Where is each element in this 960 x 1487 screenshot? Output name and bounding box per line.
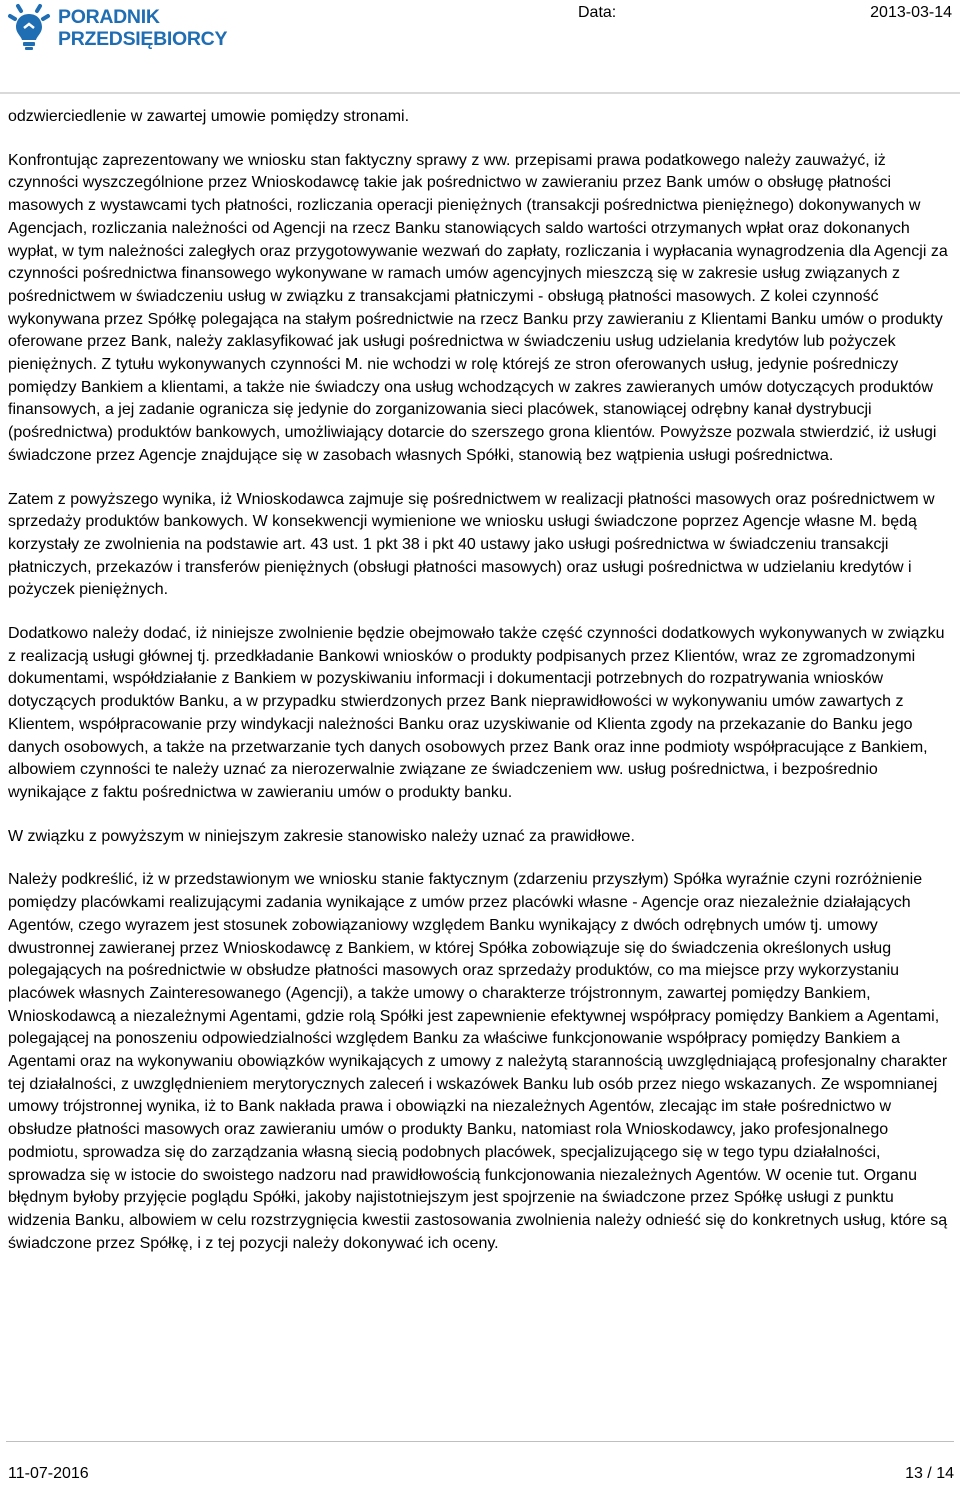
document-body bbox=[8, 106, 953, 1276]
logo-text bbox=[58, 6, 227, 50]
page-number: 13 / 14 bbox=[905, 1465, 954, 1482]
paragraph: Należy podkreślić, iż w przedstawionym we wniosku stanie faktycznym (zdarzeniu przyszłym) Spółka wyraźnie czyni rozróżnienie pomiędzy placówkami realizującymi zadania wynikające z umów przez placówki własne - Agencje oraz niezależnie działających Agentów, czego wyrazem jest stosunek zobowiązaniowy względem Banku wynikający z dwóch odrębnych umów tj. umowy dwustronnej zawieranej przez Wnioskodawcę z Bankiem, w której Spółka zobowiązuje się do świadczenia określonych usług polegających na pośrednictwie w obsłudze płatności masowych oraz sprzedaży produktów, co ma miejsce przy wykorzystaniu placówek własnych Zainteresowanego (Agencji), a także umowy o charakterze trójstronnym, zawartej pomiędzy Bankiem, Wnioskodawcą a niezależnymi Agentami, gdzie rolą Spółki jest zapewnienie efektywnej współpracy pomiędzy Bankiem a Agentami, polegającej na ponoszeniu odpowiedzialności względem Banku za właściwe funkcjonowanie współpracy pomiędzy Bankiem a Agentami oraz na wykonywaniu obowiązków wynikających z umowy z należytą starannością uwzględniającą profesjonalny charakter tej działalności, z uwzględnieniem merytorycznych zaleceń i wskazówek Banku lub osób przez niego wskazanych. Ze wspomnianej umowy trójstronnej wynika, iż to Bank nakłada prawa i obowiązki na niezależnych Agentów, zlecając im stałe pośrednictwo w obsłudze płatności masowych oraz zawieraniu umów o produkty Banku, natomiast rola Wnioskodawcy, jako profesjonalnego podmiotu, sprowadza się do zarządzania własną siecią podobnych placówek, specjalizującego się w tego typu działalności, sprowadza się w istocie do swoistego nadzoru nad prawidłowością funkcjonowania niezależnych Agentów. W ocenie tut. Organu błędnym byłoby przyjęcie poglądu Spółki, jakoby najistotniejszym jest spojrzenie na świadczone przez Spółkę usługi z punktu widzenia Banku, albowiem w celu rozstrzygnięcia kwestii zastosowania zwolnienia należy odnieść się do konkretnych usług, które są świadczone przez Spółkę, i z tej pozycji należy dokonywać ich oceny. bbox=[8, 871, 948, 1252]
logo-line-2: PRZEDSIĘBIORCY bbox=[58, 28, 228, 50]
footer-divider bbox=[6, 1441, 954, 1442]
paragraph: W związku z powyższym w niniejszym zakresie stanowisko należy uznać za prawidłowe. bbox=[8, 827, 635, 845]
date-label: Data: bbox=[578, 4, 617, 21]
paragraph: Zatem z powyższego wynika, iż Wnioskodawca zajmuje się pośrednictwem w realizacji płatności masowych oraz pośrednictwem w sprzedaży produktów bankowych. W konsekwencji wymienione we wniosku usługi świadczone poprzez Agencje własne M. będą korzystały ze zwolnienia na podstawie art. 43 ust. 1 pkt 38 i pkt 40 ustawy jako usługi pośrednictwa w świadczeniu transakcji płatniczych, przekazów i transferów pieniężnych (obsługi płatności masowych) oraz usługi pośrednictwa w udzielaniu kredytów i pożyczek pieniężnych. bbox=[8, 490, 935, 599]
date-value: 2013-03-14 bbox=[870, 4, 952, 21]
paragraph: odzwierciedlenie w zawartej umowie pomiędzy stronami. bbox=[8, 108, 410, 125]
footer-date: 11-07-2016 bbox=[8, 1465, 89, 1482]
page-header bbox=[0, 0, 960, 94]
lightbulb-icon bbox=[6, 2, 52, 52]
paragraph: Dodatkowo należy dodać, iż niniejsze zwolnienie będzie obejmowało także część czynności dodatkowych wykonywanych w związku z realizacją usługi głównej tj. przedkładanie Bankowi wniosków o produkty podpisanych przez Klientów, wraz ze zgromadzonymi dokumentami, współdziałanie z Bankiem w pozyskiwaniu informacji i dokumentacji potrzebnych do rozpatrywania wniosków dotyczących produktów Banku, a w przypadku stwierdzonych przez Bank nieprawidłowości w wykonywaniu umów zawartych z Klientem, współpracowanie przy windykacji należności Banku oraz uzyskiwanie od Klienta zgody na przekazanie do Banku jego danych osobowych, a także na przetwarzanie tych danych osobowych przez Bank oraz inne podmioty współpracujące z Bankiem, albowiem czynności te należy uznać za nierozerwalnie związane ze świadczeniem ww. usług pośrednictwa, i bezpośrednio wynikające z faktu pośrednictwa w zawieraniu umów o produkty banku. bbox=[8, 625, 945, 801]
paragraph: Konfrontując zaprezentowany we wniosku stan faktyczny sprawy z ww. przepisami prawa podatkowego należy zauważyć, iż czynności wyszczególnione przez Wnioskodawcę takie jak pośrednictwo w zawieraniu przez Bank umów o obsługę płatności masowych z wystawcami tych płatności, rozliczania operacji pieniężnych (transakcji pośrednictwa pieniężnego) dokonywanych w Agencjach, rozliczania należności od Agencji na rzecz Banku stanowiących saldo wartości otrzymanych wpłat oraz dokonanych wypłat, w tym należności zaległych oraz przygotowywanie wezwań do zapłaty, rozliczania i wypłacania wynagrodzenia dla Agencji za czynności pośrednictwa finansowego wykonywane w ramach umów agencyjnych mieszczą się w zakresie usług związanych z pośrednictwem w świadczeniu usług w związku z transakcjami płatniczymi - obsługą płatności masowych. Z kolei czynność wykonywana przez Spółkę polegająca na stałym pośrednictwie na rzecz Banku przy zawieraniu z Klientami Banku umów o produkty oferowane przez Bank, należy zaklasyfikować jak usługi pośrednictwa w świadczeniu usług udzielania kredytów lub pożyczek pieniężnych. Z tytułu wykonywanych czynności M. nie wchodzi w rolę którejś ze stron oferowanych usług, jedynie pośredniczy pomiędzy Bankiem a klientami, a także nie świadczy ona usług wchodzących w zakres zawieranych umów dotyczących produktów finansowych, a jej zadanie ogranicza się jedynie do zorganizowania sieci placówek, stanowiącej odrębny kanał dystrybucji (pośrednictwa) produktów bankowych, umożliwiający dotarcie do szerszego grona klientów. Powyższe pozwala stwierdzić, iż usługi świadczone przez Agencje znajdujące się w zasobach własnych Spółki, stanowią bez wątpienia usługi pośrednictwa. bbox=[8, 151, 948, 464]
logo-line-1: PORADNIK bbox=[58, 6, 160, 28]
logo[interactable] bbox=[6, 2, 226, 54]
